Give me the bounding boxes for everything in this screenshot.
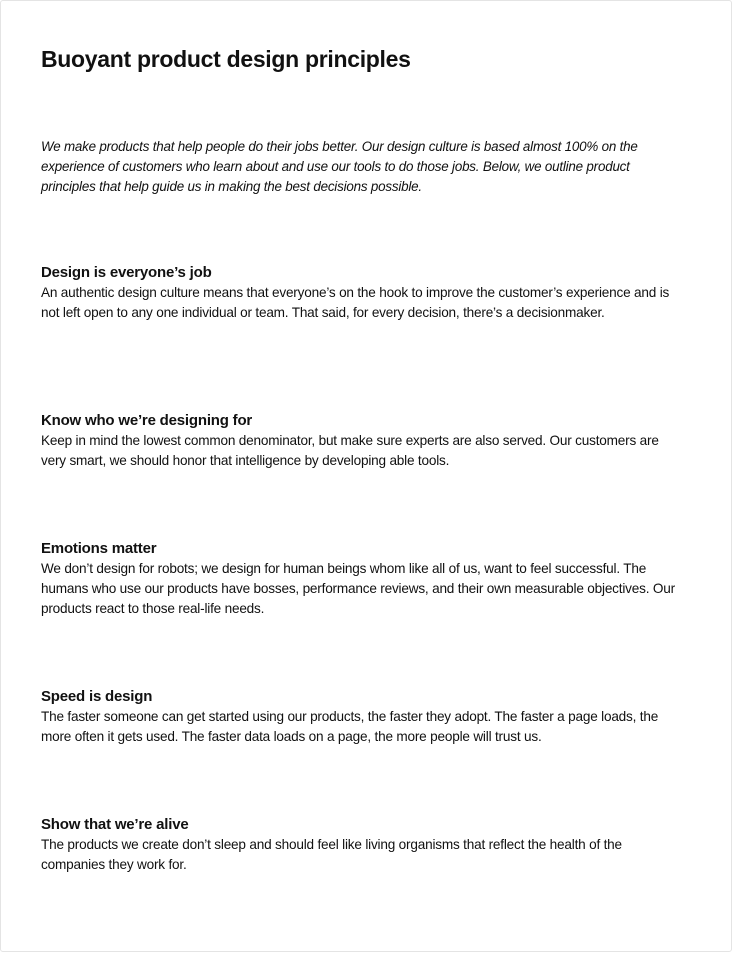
principle-heading: Design is everyone’s job	[41, 264, 212, 281]
principle-heading: Speed is design	[41, 688, 153, 705]
principle-body: The faster someone can get started using our products, the faster they adopt. The faster a page loads, the more often it gets used. The faster data loads on a page, the more people will trust us.	[41, 709, 659, 744]
principle-show-that-were-alive	[41, 815, 681, 875]
principle-heading: Show that we’re alive	[41, 816, 189, 833]
principle-heading: Emotions matter	[41, 540, 157, 557]
principle-body: Keep in mind the lowest common denominator, but make sure experts are also served. Our customers are very smart, we should honor that intelligence by developing able tools.	[41, 433, 659, 468]
page-title: Buoyant product design principles	[41, 46, 411, 72]
principle-speed-is-design	[41, 687, 681, 747]
principle-design-is-everyones-job	[41, 263, 681, 323]
principle-emotions-matter	[41, 539, 681, 619]
principle-body: We don’t design for robots; we design for human beings whom like all of us, want to feel successful. The humans who use our products have bosses, performance reviews, and their own measurable objectives. Our products react to those real-life needs.	[41, 561, 675, 616]
document-header	[41, 43, 681, 75]
intro-paragraph: We make products that help people do their jobs better. Our design culture is based almost 100% on the experience of customers who learn about and use our tools to do those jobs. Below, we outline product principles that help guide us in making the best decisions possible.	[41, 139, 638, 194]
principle-heading: Know who we’re designing for	[41, 412, 253, 429]
principle-body: An authentic design culture means that everyone’s on the hook to improve the customer’s experience and is not left open to any one individual or team. That said, for every decision, there’s a decisionmaker.	[41, 285, 670, 320]
principle-body: The products we create don’t sleep and should feel like living organisms that reflect the health of the companies they work for.	[41, 837, 622, 872]
principle-know-who-were-designing-for	[41, 411, 681, 471]
